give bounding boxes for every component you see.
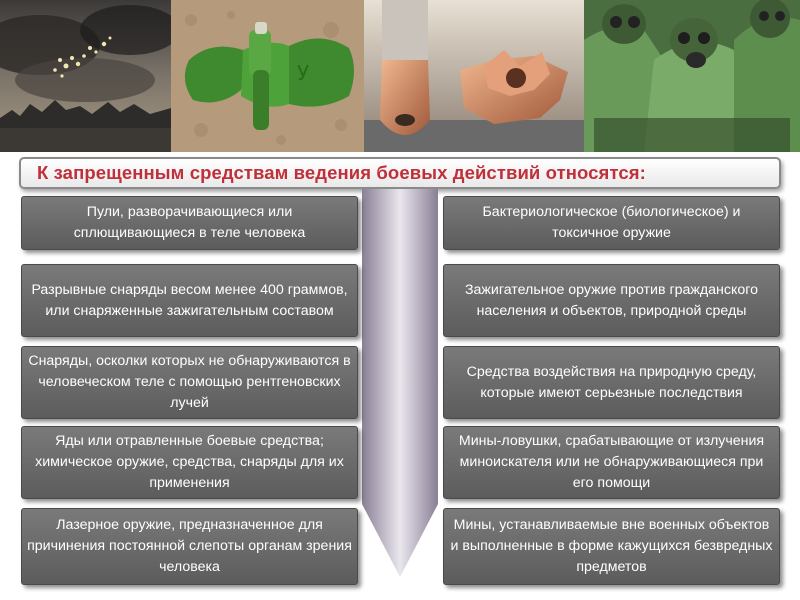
butterfly-mine-photo xyxy=(171,0,364,152)
title-bar xyxy=(19,157,781,189)
down-arrow-icon xyxy=(362,189,438,580)
left-item-text: Лазерное оружие, предназначенное для причинения постоянной слепоты органам зрения человека xyxy=(27,517,352,575)
smoke-bombardment-photo xyxy=(0,0,171,152)
page-title: К запрещенным средствам ведения боевых действий относятся: xyxy=(37,162,646,183)
gas-masks-soldiers-photo xyxy=(584,0,800,152)
left-item-1 xyxy=(21,196,358,250)
left-item-3 xyxy=(21,346,358,419)
right-item-text: Мины-ловушки, срабатывающие от излучения миноискателя или не обнаруживающиеся при его помощи xyxy=(458,433,765,491)
left-item-text: Снаряды, осколки которых не обнаруживаются в человеческом теле с помощью рентгеновских лучей xyxy=(28,353,351,411)
right-item-5 xyxy=(443,508,780,585)
right-item-text: Мины, устанавливаемые вне военных объектов и выполненные в форме кажущихся безвредных предметов xyxy=(450,517,773,575)
right-item-1 xyxy=(443,196,780,250)
svg-text:У: У xyxy=(297,61,310,85)
left-item-4 xyxy=(21,426,358,499)
right-item-3 xyxy=(443,346,780,419)
left-item-text: Пули, разворачивающиеся или сплющивающиеся в теле человека xyxy=(73,204,306,241)
right-item-text: Средства воздействия на природную среду, которые имеют серьезные последствия xyxy=(466,363,757,401)
expanding-bullets-photo xyxy=(364,0,584,152)
left-item-5 xyxy=(21,508,358,585)
right-item-2 xyxy=(443,264,780,337)
right-item-4 xyxy=(443,426,780,499)
left-item-text: Разрывные снаряды весом менее 400 граммов, или снаряженные зажигательным составом xyxy=(31,281,348,319)
right-item-text: Зажигательное оружие против гражданского населения и объектов, природной среды xyxy=(464,281,759,319)
right-item-text: Бактериологическое (биологическое) и токсичное оружие xyxy=(482,204,741,241)
left-item-text: Яды или отравленные боевые средства; химическое оружие, средства, снаряды для их применения xyxy=(35,433,344,491)
left-item-2 xyxy=(21,264,358,337)
